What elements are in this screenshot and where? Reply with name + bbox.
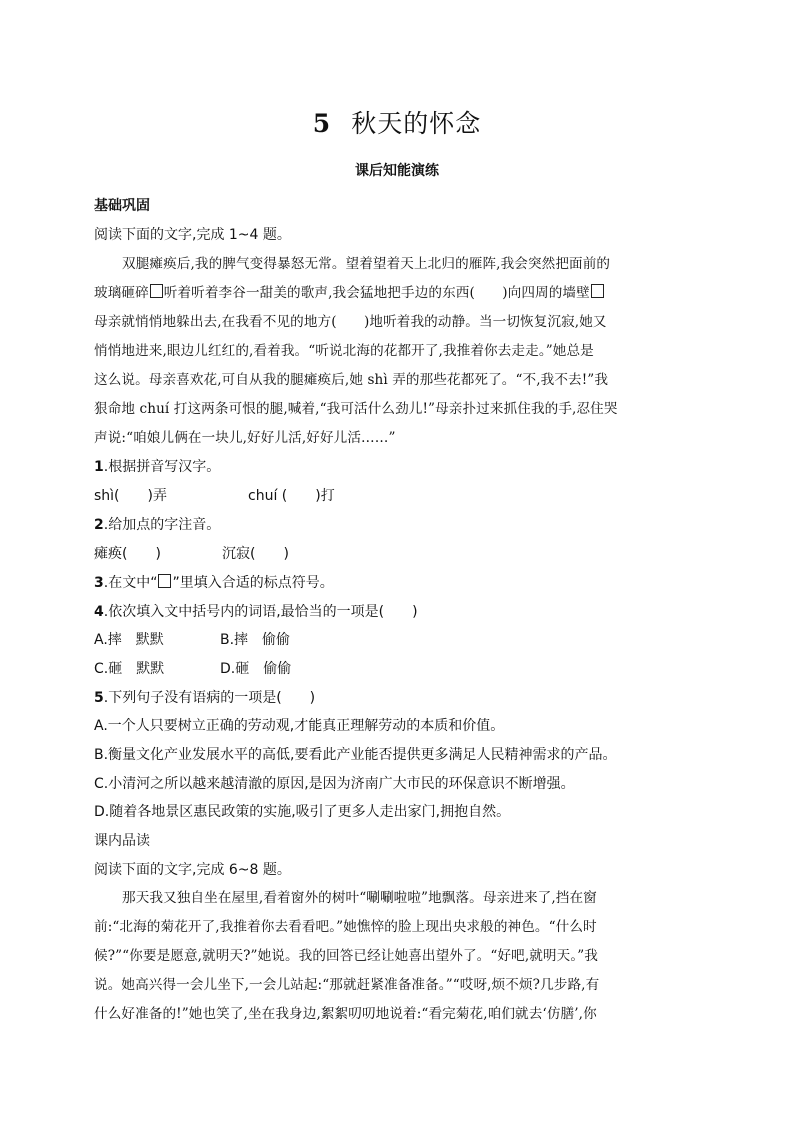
question-1 — [94, 457, 220, 477]
question-1-blank-b: chuí ( )打 — [248, 488, 335, 504]
section-heading-basic: 基础巩固 — [94, 198, 150, 214]
option-c: C.砸 默默 — [94, 661, 165, 677]
passage-line: 候?”“你要是愿意,就明天?”她说。我的回答已经让她喜出望外了。“好吧,就明天。”我 — [94, 948, 598, 964]
punctuation-box — [158, 574, 171, 588]
passage-text: 玻璃砸碎 — [94, 285, 149, 301]
question-2-blank-a: 瘫痪( ) — [94, 546, 161, 562]
question-text: .根据拼音写汉字。 — [103, 459, 221, 475]
question-number: 4 — [94, 604, 104, 620]
passage-line — [94, 283, 605, 303]
passage-line: 说。她高兴得一会儿坐下,一会儿站起:“那就赶紧准备准备。”“哎呀,烦不烦?几步路,有 — [94, 977, 600, 993]
question-number: 2 — [94, 517, 104, 533]
question-text: .给加点的字注音。 — [103, 517, 221, 533]
question-2-blank-b: 沉寂( ) — [222, 546, 289, 562]
section-heading-reading: 课内品读 — [94, 833, 150, 849]
option-b: B.衡量文化产业发展水平的高低,要看此产业能否提供更多满足人民精神需求的产品。 — [94, 747, 617, 763]
option-d: D.随着各地景区惠民政策的实施,吸引了更多人走出家门,拥抱自然。 — [94, 804, 511, 820]
punctuation-box — [150, 284, 163, 298]
page-subtitle: 课后知能演练 — [355, 163, 439, 179]
question-2 — [94, 515, 220, 535]
punctuation-box — [591, 284, 604, 298]
passage-line: 母亲就悄悄地躲出去,在我看不见的地方( )地听着我的动静。当一切恢复沉寂,她又 — [94, 314, 607, 330]
question-1-blank-a: shì( )弄 — [94, 488, 167, 504]
question-3 — [94, 573, 334, 593]
passage-line: 声说:“咱娘儿俩在一块儿,好好儿活,好好儿活……” — [94, 430, 396, 446]
question-text: ”里填入合适的标点符号。 — [172, 575, 334, 591]
page-title — [0, 104, 794, 140]
passage-line: 前:“北海的菊花开了,我推着你去看看吧。”她憔悴的脸上现出央求般的神色。“什么时 — [94, 919, 597, 935]
passage-line: 这么说。母亲喜欢花,可自从我的腿瘫痪后,她 shì 弄的那些花都死了。“不,我不去!”我 — [94, 372, 609, 388]
question-number: 3 — [94, 575, 104, 591]
passage-line: 什么好准备的!”她也笑了,坐在我身边,絮絮叨叨地说着:“看完菊花,咱们就去‘仿膳’,你 — [94, 1006, 597, 1022]
lesson-number: 5 — [312, 109, 332, 138]
question-5 — [94, 688, 315, 708]
section-instruction: 阅读下面的文字,完成 1~4 题。 — [94, 227, 291, 243]
passage-line: 双腿瘫痪后,我的脾气变得暴怒无常。望着望着天上北归的雁阵,我会突然把面前的 — [122, 256, 611, 272]
question-4 — [94, 602, 418, 622]
option-d: D.砸 偷偷 — [220, 661, 292, 677]
option-c: C.小清河之所以越来越清澈的原因,是因为济南广大市民的环保意识不断增强。 — [94, 776, 575, 792]
question-text: .在文中“ — [103, 575, 158, 591]
section-instruction: 阅读下面的文字,完成 6~8 题。 — [94, 862, 291, 878]
option-b: B.摔 偷偷 — [220, 632, 291, 648]
question-number: 5 — [94, 690, 104, 706]
option-a: A.一个人只要树立正确的劳动观,才能真正理解劳动的本质和价值。 — [94, 718, 505, 734]
passage-line: 悄悄地进来,眼边儿红红的,看着我。“听说北海的花都开了,我推着你去走走。”她总是 — [94, 343, 594, 359]
question-text: .依次填入文中括号内的词语,最恰当的一项是( ) — [103, 604, 418, 620]
question-number: 1 — [94, 459, 104, 475]
lesson-title: 秋天的怀念 — [351, 109, 482, 138]
question-text: .下列句子没有语病的一项是( ) — [103, 690, 316, 706]
passage-text: 听着听着李谷一甜美的歌声,我会猛地把手边的东西( )向四周的墙壁 — [163, 285, 590, 301]
passage-line: 那天我又独自坐在屋里,看着窗外的树叶“唰唰啦啦”地飘落。母亲进来了,挡在窗 — [122, 890, 597, 906]
passage-line: 狠命地 chuí 打这两条可恨的腿,喊着,“我可活什么劲儿!”母亲扑过来抓住我的手,忍住哭 — [94, 401, 618, 417]
option-a: A.摔 默默 — [94, 632, 164, 648]
